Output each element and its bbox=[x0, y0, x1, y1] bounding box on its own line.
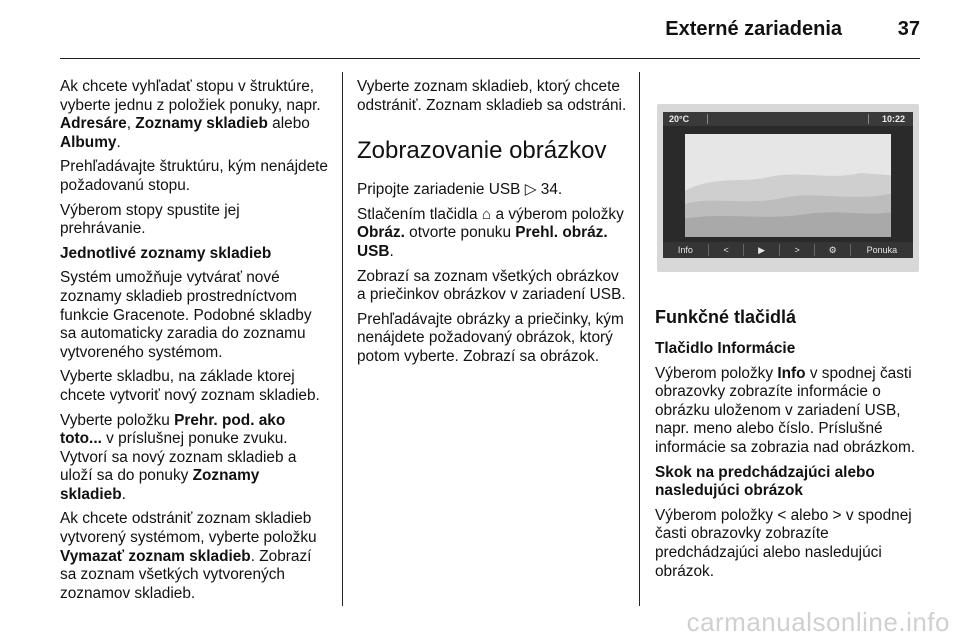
paragraph: Zobrazí sa zoznam všetkých obrázkov a priečinkov obrázkov v zariadení USB. bbox=[357, 267, 626, 304]
screen-previous-button[interactable]: < bbox=[709, 244, 745, 256]
column-2 bbox=[357, 78, 627, 373]
paragraph: Vyberte skladbu, na základe ktorej chcete vytvoriť nový zoznam skladieb. bbox=[60, 368, 320, 404]
paragraph: Prehľadávajte obrázky a priečinky, kým nenájdete požadovaný obrázok, ktorý potom vyberte. Zobrazí sa obrázok. bbox=[357, 310, 624, 365]
section-title: Funkčné tlačidlá bbox=[655, 307, 797, 327]
subheading: Tlačidlo Informácie bbox=[655, 340, 796, 357]
screen-play-button[interactable]: ▶ bbox=[744, 244, 780, 256]
screen-next-button[interactable]: > bbox=[780, 244, 816, 256]
screen-display bbox=[663, 112, 913, 258]
header-rule bbox=[60, 58, 920, 59]
page-number: 37 bbox=[897, 18, 920, 40]
screen-clock: 10:22 bbox=[881, 114, 905, 124]
paragraph: Výberom položky Info v spodnej časti obrazovky zobrazíte informácie o obrázku uloženom v zariadení USB, napr. meno alebo číslo. Príslušné informácie sa zobrazia nad obrázkom. bbox=[655, 364, 916, 456]
page-ref-icon: ▷ bbox=[524, 181, 537, 199]
paragraph: Ak chcete odstrániť zoznam skladieb vytvorený systémom, vyberte položku Vymazať zoznam skladieb. Zobrazí sa zoznam všetkých vytvorených zoznamov skladieb. bbox=[60, 510, 317, 602]
screen-settings-icon[interactable]: ⚙ bbox=[815, 244, 851, 256]
column-3 bbox=[655, 96, 923, 587]
section-title: Zobrazovanie obrázkov bbox=[357, 137, 607, 165]
paragraph: Ak chcete vyhľadať stopu v štruktúre, vyberte jednu z položiek ponuky, napr. Adresáre, Zoznamy skladieb alebo Albumy. bbox=[60, 78, 321, 151]
screen-button-bar bbox=[663, 242, 913, 258]
infotainment-screen-illustration bbox=[657, 104, 919, 272]
paragraph: Výberom stopy spustite jej prehrávanie. bbox=[60, 201, 240, 238]
subheading: Jednotlivé zoznamy skladieb bbox=[60, 244, 272, 262]
screen-temperature: 20°C bbox=[669, 114, 690, 124]
home-icon: ⌂ bbox=[481, 205, 492, 223]
paragraph: Pripojte zariadenie USB ▷ 34. bbox=[357, 181, 563, 199]
watermark: carmanualsonline.info bbox=[686, 607, 950, 637]
screen-status-bar bbox=[663, 112, 913, 126]
subheading: Skok na predchádzajúci alebo nasledujúci obrázok bbox=[655, 463, 875, 500]
screen-menu-button[interactable]: Ponuka bbox=[866, 245, 898, 255]
paragraph: Vyberte položku Prehr. pod. ako toto... v príslušnej ponuke zvuku. Vytvorí sa nový zoznam skladieb a uloží sa do ponuky Zoznamy skladieb. bbox=[60, 411, 297, 503]
column-divider bbox=[639, 72, 640, 606]
landscape-photo bbox=[685, 134, 891, 237]
column-divider bbox=[342, 72, 343, 606]
paragraph: Prehľadávajte štruktúru, kým nenájdete požadovanú stopu. bbox=[60, 158, 328, 194]
chapter-title: Externé zariadenia bbox=[665, 18, 842, 40]
paragraph: Vyberte zoznam skladieb, ktorý chcete odstrániť. Zoznam skladieb sa odstráni. bbox=[357, 78, 627, 114]
paragraph: Systém umožňuje vytvárať nové zoznamy skladieb prostredníctvom funkcie Gracenote. Podobné skladby sa automaticky zaradia do zoznamu vytvoreného systémom. bbox=[60, 269, 312, 361]
column-1 bbox=[60, 78, 328, 609]
paragraph: Výberom položky < alebo > v spodnej časti obrazovky zobrazíte predchádzajúci alebo nasledujúci obrázok. bbox=[655, 506, 912, 580]
paragraph: Stlačením tlačidla ⌂ a výberom položky Obráz. otvorte ponuku Prehl. obráz. USB. bbox=[357, 205, 624, 260]
screen-info-button[interactable]: Info bbox=[663, 244, 709, 256]
